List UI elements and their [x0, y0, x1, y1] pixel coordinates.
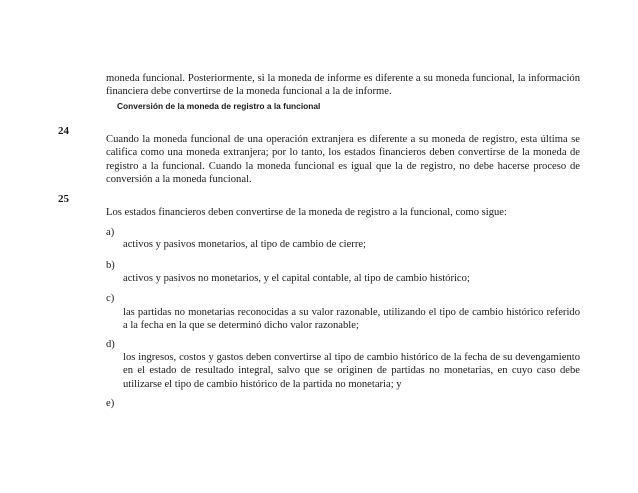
list-item-label-d: d): [106, 339, 115, 350]
paragraph-number-24: 24: [58, 125, 69, 137]
intro-paragraph: moneda funcional. Posteriormente, si la moneda de informe es diferente a su moneda funcional, la información financiera debe convertirse de la moneda funcional a la de informe.: [106, 73, 580, 98]
paragraph-24-text: Cuando la moneda funcional de una operación extranjera es diferente a su moneda de registro, esta última se califica como una moneda extranjera; por lo tanto, los estados financieros deben convertirse de la moneda de registro a la funcional. Cuando la moneda funcional es igual que la de registro, no debe hacerse proceso de conversión a la moneda funcional.: [106, 134, 580, 186]
paragraph-number-25: 25: [58, 193, 69, 205]
list-item-text-d: los ingresos, costos y gastos deben convertirse al tipo de cambio histórico de la fecha de su devengamiento en el estado de resultado integral, salvo que se originen de partidas no monetarias, en cuyo caso debe utilizarse el tipo de cambio histórico de la partida no monetaria; y: [123, 352, 580, 390]
paragraph-25-text: Los estados financieros deben convertirse de la moneda de registro a la funcional, como sigue:: [106, 207, 507, 218]
list-item-text-b: activos y pasivos no monetarios, y el capital contable, al tipo de cambio histórico;: [123, 273, 470, 284]
list-item-label-a: a): [106, 227, 115, 238]
list-item-text-c: las partidas no monetarias reconocidas a su valor razonable, utilizando el tipo de cambio histórico referido a la fecha en la que se determinó dicho valor razonable;: [123, 307, 580, 332]
list-item-text-a: activos y pasivos monetarios, al tipo de cambio de cierre;: [123, 239, 366, 250]
section-heading: Conversión de la moneda de registro a la funcional: [117, 101, 321, 111]
list-item-label-e: e): [106, 398, 115, 409]
list-item-label-c: c): [106, 293, 115, 304]
list-item-label-b: b): [106, 260, 115, 271]
